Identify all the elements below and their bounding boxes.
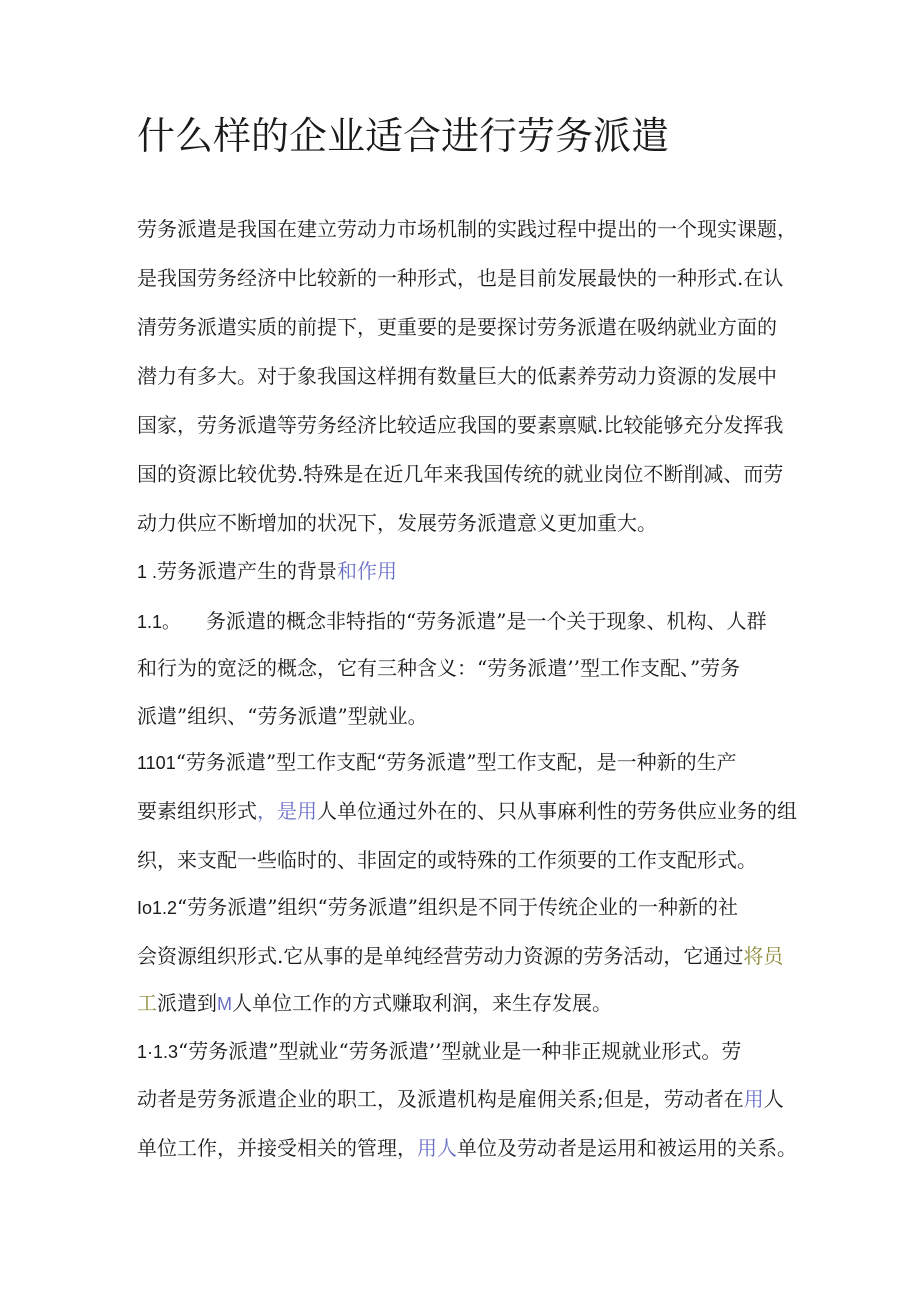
s111-line-1-text: “劳务派遣”型工作支配“劳务派遣”型工作支配，是一种新的生产 xyxy=(175,750,737,774)
s112-line-2-a: 会资源组织形式.它从事的是单纯经营劳动力资源的劳务活动，它通过 xyxy=(137,944,744,968)
intro-line-2: 是我国劳务经济中比较新的一种形式，也是目前发展最快的一种形式.在认 xyxy=(137,266,784,290)
s113-number: 1·1.3 xyxy=(137,1042,179,1062)
s112-line-3-d: 人单位工作的方式赚取利润，来生存发展。 xyxy=(232,991,612,1015)
s113-line-2-link: 用 xyxy=(743,1087,764,1111)
s11-line-1-text: 务派遣的概念非特指的“劳务派遣”是一个关于现象、机构、人群 xyxy=(206,609,767,633)
intro-line-6: 国的资源比较优势.特殊是在近几年来我国传统的就业岗位不断削减、而劳 xyxy=(137,462,784,486)
s113-line-2 xyxy=(137,1084,797,1114)
s111-line-2-a: 要素组织形式 xyxy=(137,799,257,823)
page-title: 什么样的企业适合进行劳务派遣 xyxy=(137,114,670,158)
s112-line-1 xyxy=(137,892,797,923)
intro-line-3: 清劳务派遣实质的前提下，更重要的是要探讨劳务派遣在吸纳就业方面的 xyxy=(137,315,777,339)
s112-number: Io1.2 xyxy=(137,898,178,918)
s11-line-3: 派遣”组织、“劳务派遣”型就业。 xyxy=(137,704,428,728)
s11-line-1 xyxy=(137,606,797,637)
section-1-heading xyxy=(137,556,797,587)
s11-number: 1.1。 xyxy=(137,612,181,632)
s113-line-2-c: 人 xyxy=(763,1087,784,1111)
s113-line-3 xyxy=(137,1133,797,1163)
section-1-text-link: 和作用 xyxy=(337,559,398,583)
s113-line-3-c: 单位及劳动者是运用和被运用的关系。 xyxy=(457,1136,797,1160)
s111-line-2-link: ，是用 xyxy=(257,799,317,823)
s113-line-1 xyxy=(137,1036,797,1067)
s113-line-3-link: 用人 xyxy=(417,1136,457,1160)
s113-line-1-text: “劳务派遣”型就业“劳务派遣’’型就业是一种非正规就业形式。劳 xyxy=(178,1039,742,1063)
intro-line-1: 劳务派遣是我国在建立劳动力市场机制的实践过程中提出的一个现实课题， xyxy=(137,217,797,241)
s112-line-3 xyxy=(137,988,797,1019)
intro-line-7: 动力供应不断增加的状况下，发展劳务派遣意义更加重大。 xyxy=(137,511,657,535)
s111-line-3: 织，来支配一些临时的、非固定的或特殊的工作须要的工作支配形式。 xyxy=(137,848,757,872)
s112-line-3-b: 派遣到 xyxy=(157,991,217,1015)
intro-line-4: 潜力有多大。对于象我国这样拥有数量巨大的低素养劳动力资源的发展中 xyxy=(137,364,777,388)
s112-line-2-olive: 将员 xyxy=(743,944,784,968)
s111-number: 1101 xyxy=(137,753,176,773)
s113-line-2-a: 动者是劳务派遣企业的职工，及派遣机构是雇佣关系;但是，劳动者在 xyxy=(137,1087,744,1111)
s11-line-2: 和行为的宽泛的概念，它有三种含义：“劳务派遣’’型工作支配、”劳务 xyxy=(137,656,741,680)
s111-line-2 xyxy=(137,796,797,826)
s112-line-2 xyxy=(137,941,797,971)
section-1-text: 劳务派遣产生的背景 xyxy=(157,559,338,583)
s112-line-3-m: M xyxy=(217,994,232,1014)
s113-line-3-a: 单位工作，并接受相关的管理， xyxy=(137,1136,417,1160)
s111-line-1 xyxy=(137,747,797,778)
intro-line-5: 国家，劳务派遣等劳务经济比较适应我国的要素禀赋.比较能够充分发挥我 xyxy=(137,413,784,437)
s111-line-2-c: 人单位通过外在的、只从事麻利性的劳务供应业务的组 xyxy=(317,799,797,823)
s112-line-3-olive: 工 xyxy=(137,991,157,1015)
s112-line-1-text: “劳务派遣”组织“劳务派遣”组织是不同于传统企业的一种新的社 xyxy=(177,895,738,919)
section-1-number: 1 . xyxy=(137,562,158,582)
